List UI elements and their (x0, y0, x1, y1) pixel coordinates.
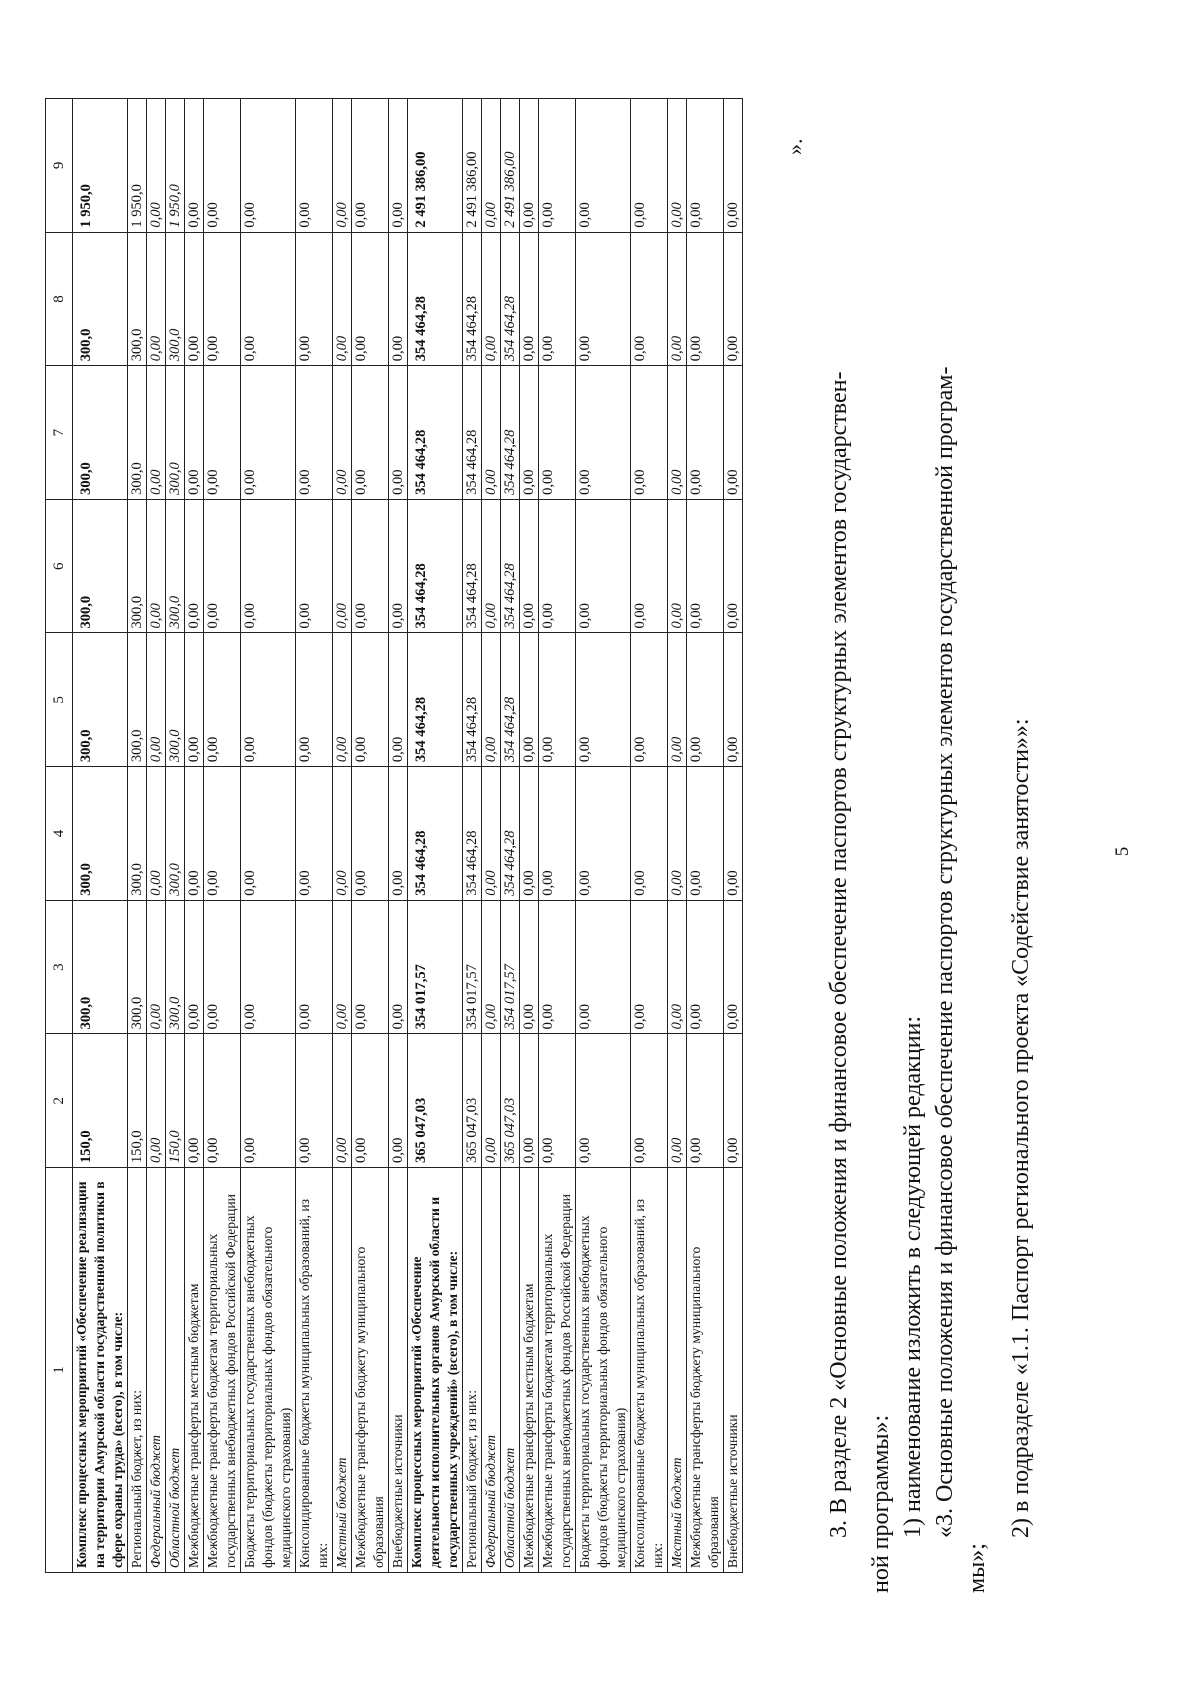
value-cell: 0,00 (204, 499, 241, 633)
value-cell: 0,00 (185, 232, 204, 366)
value-cell: 0,00 (520, 1034, 539, 1168)
value-cell: 0,00 (576, 232, 631, 366)
value-cell: 0,00 (296, 499, 333, 633)
paragraph-section-3: 3. В разделе 2 «Основные положения и финансовое обеспечение паспортов структурных элементов государствен- (826, 371, 852, 1538)
value-cell: 0,00 (204, 633, 241, 767)
value-cell: 300,0 (166, 366, 185, 500)
value-cell: 0,00 (539, 232, 576, 366)
value-cell: 0,00 (631, 232, 668, 366)
value-cell: 354 464,28 (463, 633, 482, 767)
value-cell: 354 464,28 (408, 499, 463, 633)
row-label: Межбюджетные трансферты местным бюджетам (520, 1168, 539, 1573)
value-cell: 300,0 (73, 366, 128, 500)
value-cell: 365 047,03 (501, 1034, 520, 1168)
column-header: 8 (46, 232, 73, 366)
value-cell: 0,00 (631, 366, 668, 500)
value-cell: 0,00 (352, 366, 389, 500)
table-row (724, 99, 743, 1573)
value-cell: 0,00 (668, 633, 687, 767)
row-label: Местный бюджет (668, 1168, 687, 1573)
table-row (185, 99, 204, 1573)
table-row (520, 99, 539, 1573)
table-row (668, 99, 687, 1573)
value-cell: 1 950,0 (166, 99, 185, 233)
row-label: Консолидированные бюджеты муниципальных образований, из них: (296, 1168, 333, 1573)
value-cell: 300,0 (166, 232, 185, 366)
value-cell: 0,00 (520, 366, 539, 500)
value-cell: 0,00 (539, 633, 576, 767)
value-cell: 0,00 (539, 366, 576, 500)
value-cell: 0,00 (241, 1034, 296, 1168)
value-cell: 0,00 (576, 499, 631, 633)
table-row (128, 99, 147, 1573)
row-label: Областной бюджет (501, 1168, 520, 1573)
value-cell: 0,00 (539, 900, 576, 1034)
value-cell: 0,00 (520, 99, 539, 233)
value-cell: 0,00 (687, 900, 724, 1034)
row-label: Консолидированные бюджеты муниципальных образований, из них: (631, 1168, 668, 1573)
value-cell: 300,0 (128, 366, 147, 500)
value-cell: 0,00 (241, 99, 296, 233)
value-cell: 0,00 (668, 499, 687, 633)
value-cell: 0,00 (204, 767, 241, 901)
value-cell: 0,00 (687, 366, 724, 500)
value-cell: 0,00 (147, 1034, 166, 1168)
value-cell: 354 464,28 (408, 232, 463, 366)
value-cell: 0,00 (668, 1034, 687, 1168)
value-cell: 0,00 (668, 232, 687, 366)
table-row (296, 99, 333, 1573)
value-cell: 365 047,03 (463, 1034, 482, 1168)
value-cell: 0,00 (687, 232, 724, 366)
value-cell: 0,00 (724, 99, 743, 233)
value-cell: 0,00 (389, 99, 408, 233)
value-cell: 354 464,28 (501, 633, 520, 767)
value-cell: 0,00 (296, 366, 333, 500)
column-header: 5 (46, 633, 73, 767)
value-cell: 0,00 (333, 366, 352, 500)
value-cell: 354 464,28 (408, 767, 463, 901)
value-cell: 0,00 (147, 99, 166, 233)
value-cell: 0,00 (204, 99, 241, 233)
table-row (408, 99, 463, 1573)
value-cell: 0,00 (668, 99, 687, 233)
value-cell: 0,00 (241, 900, 296, 1034)
value-cell: 300,0 (73, 900, 128, 1034)
value-cell: 0,00 (204, 1034, 241, 1168)
value-cell: 1 950,0 (73, 99, 128, 233)
value-cell: 150,0 (73, 1034, 128, 1168)
value-cell: 0,00 (631, 499, 668, 633)
value-cell: 354 464,28 (501, 767, 520, 901)
value-cell: 0,00 (333, 633, 352, 767)
value-cell: 300,0 (128, 499, 147, 633)
value-cell: 0,00 (724, 499, 743, 633)
value-cell: 300,0 (128, 633, 147, 767)
value-cell: 0,00 (576, 767, 631, 901)
table-header-row (46, 99, 73, 1573)
value-cell: 0,00 (147, 767, 166, 901)
table-row (687, 99, 724, 1573)
value-cell: 0,00 (147, 499, 166, 633)
value-cell: 0,00 (352, 900, 389, 1034)
paragraph-new-title: «3. Основные положения и финансовое обеспечение паспортов структурных элементов государственной програм- (932, 366, 958, 1538)
value-cell: 0,00 (687, 99, 724, 233)
value-cell: 0,00 (241, 232, 296, 366)
value-cell: 0,00 (389, 767, 408, 901)
value-cell: 0,00 (185, 366, 204, 500)
value-cell: 0,00 (389, 366, 408, 500)
value-cell: 0,00 (204, 232, 241, 366)
value-cell: 150,0 (128, 1034, 147, 1168)
column-header: 7 (46, 366, 73, 500)
value-cell: 0,00 (241, 767, 296, 901)
row-label: Местный бюджет (333, 1168, 352, 1573)
value-cell: 0,00 (539, 767, 576, 901)
value-cell: 0,00 (668, 767, 687, 901)
value-cell: 354 017,57 (463, 900, 482, 1034)
value-cell: 0,00 (241, 366, 296, 500)
value-cell: 354 464,28 (408, 366, 463, 500)
value-cell: 300,0 (73, 633, 128, 767)
table-row (389, 99, 408, 1573)
value-cell: 0,00 (352, 99, 389, 233)
column-header: 4 (46, 767, 73, 901)
value-cell: 0,00 (687, 1034, 724, 1168)
column-header: 9 (46, 99, 73, 233)
paragraph-item-1: 1) наименование изложить в следующей редакции: (900, 1015, 926, 1538)
value-cell: 0,00 (352, 1034, 389, 1168)
value-cell: 0,00 (520, 232, 539, 366)
value-cell: 0,00 (482, 232, 501, 366)
value-cell: 0,00 (482, 633, 501, 767)
value-cell: 0,00 (333, 900, 352, 1034)
table-row (241, 99, 296, 1573)
value-cell: 0,00 (296, 232, 333, 366)
value-cell: 365 047,03 (408, 1034, 463, 1168)
value-cell: 0,00 (631, 900, 668, 1034)
value-cell: 0,00 (185, 499, 204, 633)
row-label: Бюджеты территориальных государственных внебюджетных фондов (бюджеты территориальных фондов обязательного медицинского страхования) (241, 1168, 296, 1573)
value-cell: 0,00 (576, 633, 631, 767)
column-header: 6 (46, 499, 73, 633)
table-row (352, 99, 389, 1573)
value-cell: 0,00 (147, 366, 166, 500)
value-cell: 0,00 (631, 767, 668, 901)
table-row (166, 99, 185, 1573)
row-label: Межбюджетные трансферты местным бюджетам (185, 1168, 204, 1573)
value-cell: 300,0 (128, 232, 147, 366)
value-cell: 354 464,28 (501, 232, 520, 366)
value-cell: 0,00 (296, 633, 333, 767)
value-cell: 0,00 (333, 232, 352, 366)
value-cell: 0,00 (724, 767, 743, 901)
table-row (147, 99, 166, 1573)
value-cell: 0,00 (576, 366, 631, 500)
financing-table (45, 98, 743, 1573)
value-cell: 0,00 (333, 767, 352, 901)
value-cell: 0,00 (204, 900, 241, 1034)
row-label: Федеральный бюджет (482, 1168, 501, 1573)
value-cell: 0,00 (296, 767, 333, 901)
value-cell: 0,00 (687, 767, 724, 901)
value-cell: 354 464,28 (463, 499, 482, 633)
value-cell: 0,00 (631, 1034, 668, 1168)
row-label: Комплекс процессных мероприятий «Обеспечение деятельности исполнительных органов Амурской области и государственных учреждений» (всего), в том числе: (408, 1168, 463, 1573)
value-cell: 0,00 (241, 633, 296, 767)
value-cell: 0,00 (296, 1034, 333, 1168)
value-cell: 0,00 (482, 1034, 501, 1168)
value-cell: 0,00 (296, 900, 333, 1034)
value-cell: 300,0 (73, 767, 128, 901)
value-cell: 0,00 (185, 1034, 204, 1168)
row-label: Федеральный бюджет (147, 1168, 166, 1573)
paragraph-section-3-cont: ной программы»: (868, 1414, 894, 1593)
value-cell: 0,00 (389, 1034, 408, 1168)
row-label: Внебюджетные источники (724, 1168, 743, 1573)
closing-quote: ». (782, 138, 807, 155)
value-cell: 0,00 (147, 232, 166, 366)
value-cell: 0,00 (352, 767, 389, 901)
row-label: Межбюджетные трансферты бюджету муниципального образования (687, 1168, 724, 1573)
value-cell: 300,0 (166, 900, 185, 1034)
value-cell: 0,00 (631, 633, 668, 767)
row-label: Межбюджетные трансферты бюджетам территориальных государственных внебюджетных фондов Российской Федерации (204, 1168, 241, 1573)
value-cell: 0,00 (724, 366, 743, 500)
value-cell: 354 464,28 (463, 767, 482, 901)
value-cell: 0,00 (576, 900, 631, 1034)
row-label: Региональный бюджет, из них: (128, 1168, 147, 1573)
value-cell: 0,00 (482, 499, 501, 633)
paragraph-new-title-cont: мы»; (964, 1543, 990, 1593)
value-cell: 0,00 (482, 99, 501, 233)
value-cell: 2 491 386,00 (501, 99, 520, 233)
value-cell: 0,00 (333, 499, 352, 633)
paragraph-item-2: 2) в подразделе «1.1. Паспорт регионального проекта «Содействие занятости»»: (1008, 718, 1034, 1538)
value-cell: 354 464,28 (463, 232, 482, 366)
value-cell: 0,00 (539, 1034, 576, 1168)
value-cell: 2 491 386,00 (463, 99, 482, 233)
value-cell: 150,0 (166, 1034, 185, 1168)
value-cell: 0,00 (185, 900, 204, 1034)
table-row (204, 99, 241, 1573)
value-cell: 0,00 (389, 633, 408, 767)
row-label: Внебюджетные источники (389, 1168, 408, 1573)
row-label: Межбюджетные трансферты бюджету муниципального образования (352, 1168, 389, 1573)
value-cell: 0,00 (687, 633, 724, 767)
table-row (333, 99, 352, 1573)
row-label: Региональный бюджет, из них: (463, 1168, 482, 1573)
value-cell: 1 950,0 (128, 99, 147, 233)
value-cell: 300,0 (166, 499, 185, 633)
table-row (501, 99, 520, 1573)
value-cell: 300,0 (128, 767, 147, 901)
value-cell: 0,00 (482, 767, 501, 901)
value-cell: 300,0 (166, 633, 185, 767)
value-cell: 0,00 (724, 900, 743, 1034)
value-cell: 0,00 (576, 99, 631, 233)
value-cell: 0,00 (482, 900, 501, 1034)
value-cell: 354 017,57 (501, 900, 520, 1034)
value-cell: 354 464,28 (463, 366, 482, 500)
column-header: 1 (46, 1168, 73, 1573)
value-cell: 0,00 (576, 1034, 631, 1168)
value-cell: 0,00 (520, 633, 539, 767)
column-header: 3 (46, 900, 73, 1034)
value-cell: 354 464,28 (408, 633, 463, 767)
column-header: 2 (46, 1034, 73, 1168)
value-cell: 354 017,57 (408, 900, 463, 1034)
table-row (631, 99, 668, 1573)
value-cell: 0,00 (296, 99, 333, 233)
value-cell: 0,00 (687, 499, 724, 633)
value-cell: 0,00 (724, 633, 743, 767)
table-body (73, 99, 743, 1573)
value-cell: 0,00 (389, 499, 408, 633)
table-row (463, 99, 482, 1573)
value-cell: 0,00 (520, 900, 539, 1034)
value-cell: 300,0 (73, 232, 128, 366)
value-cell: 0,00 (539, 99, 576, 233)
value-cell: 300,0 (73, 499, 128, 633)
value-cell: 2 491 386,00 (408, 99, 463, 233)
value-cell: 0,00 (147, 633, 166, 767)
value-cell: 0,00 (333, 1034, 352, 1168)
value-cell: 0,00 (668, 900, 687, 1034)
value-cell: 0,00 (185, 767, 204, 901)
value-cell: 0,00 (241, 499, 296, 633)
value-cell: 0,00 (352, 633, 389, 767)
row-label: Областной бюджет (166, 1168, 185, 1573)
value-cell: 0,00 (352, 232, 389, 366)
value-cell: 0,00 (204, 366, 241, 500)
value-cell: 0,00 (482, 366, 501, 500)
value-cell: 0,00 (724, 232, 743, 366)
value-cell: 0,00 (389, 232, 408, 366)
value-cell: 300,0 (166, 767, 185, 901)
page-number: 5 (1112, 846, 1133, 857)
value-cell: 0,00 (147, 900, 166, 1034)
table-row (539, 99, 576, 1573)
table-row (482, 99, 501, 1573)
value-cell: 0,00 (631, 99, 668, 233)
value-cell: 0,00 (539, 499, 576, 633)
table-row (73, 99, 128, 1573)
value-cell: 0,00 (520, 767, 539, 901)
value-cell: 0,00 (520, 499, 539, 633)
value-cell: 354 464,28 (501, 366, 520, 500)
value-cell: 354 464,28 (501, 499, 520, 633)
value-cell: 0,00 (185, 633, 204, 767)
value-cell: 0,00 (389, 900, 408, 1034)
value-cell: 300,0 (128, 900, 147, 1034)
row-label: Комплекс процессных мероприятий «Обеспечение реализации на территории Амурской области государственной политики в сфере охраны труда» (всего), в том числе: (73, 1168, 128, 1573)
value-cell: 0,00 (668, 366, 687, 500)
value-cell: 0,00 (724, 1034, 743, 1168)
row-label: Бюджеты территориальных государственных внебюджетных фондов (бюджеты территориальных фондов обязательного медицинского страхования) (576, 1168, 631, 1573)
value-cell: 0,00 (352, 499, 389, 633)
table-row (576, 99, 631, 1573)
value-cell: 0,00 (333, 99, 352, 233)
value-cell: 0,00 (185, 99, 204, 233)
row-label: Межбюджетные трансферты бюджетам территориальных государственных внебюджетных фондов Российской Федерации (539, 1168, 576, 1573)
